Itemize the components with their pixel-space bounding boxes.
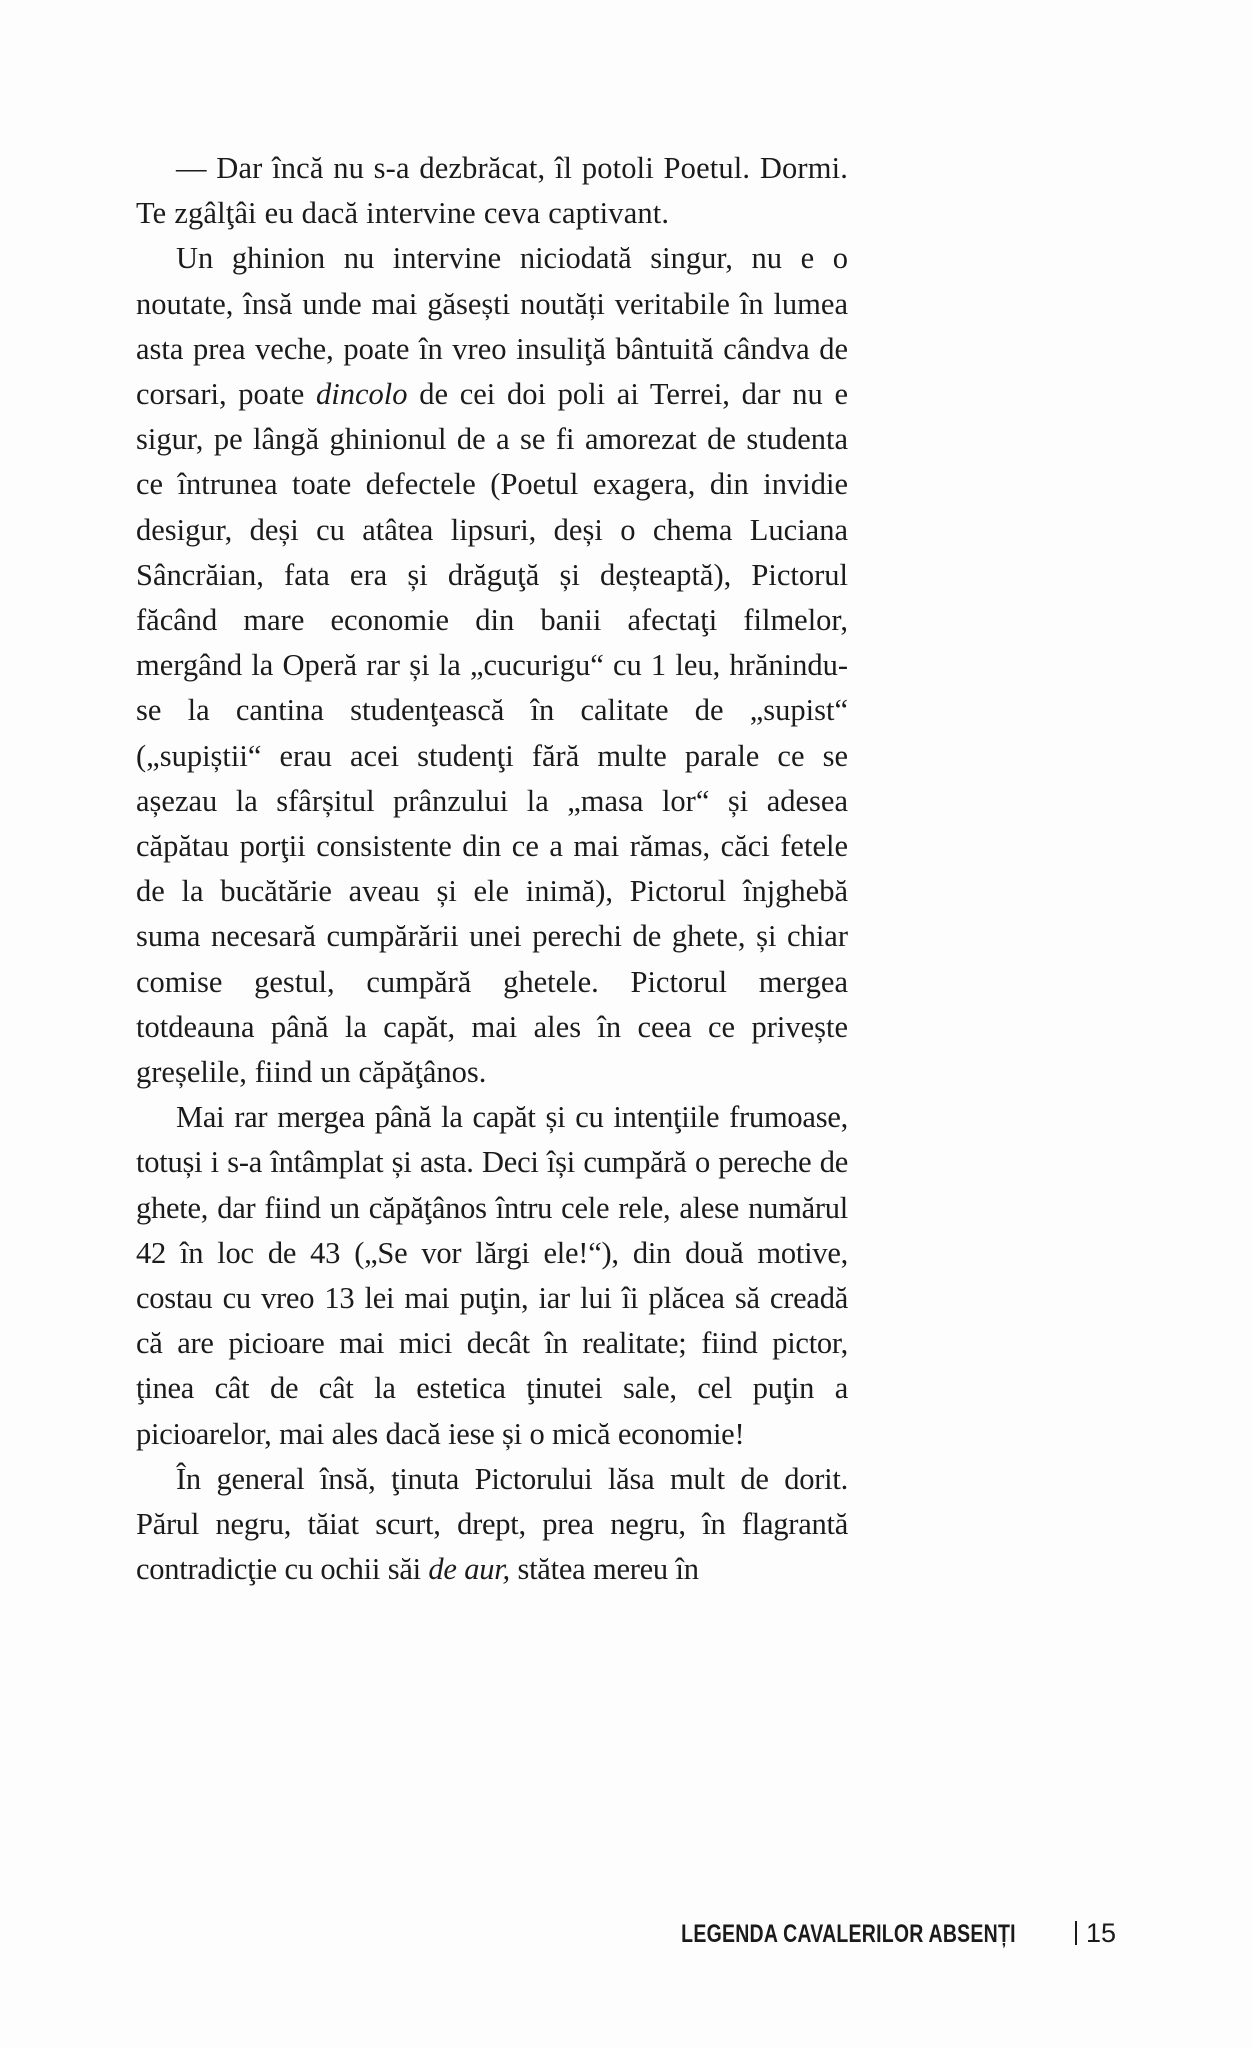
paragraph-text-lead: În general însă, ţinuta Pictorului lăsa mult de dorit. Părul negru, tăiat scurt, drept, prea negru, în flagrantă contradicţie cu ochii săi bbox=[136, 1461, 848, 1587]
paragraph-text-lead: Un ghinion nu intervine niciodată singur, nu e o noutate, însă unde mai găsești noutăți veritabile în lumea asta prea veche, poate în vreo insuliţă bântuită cândva de corsari, poate bbox=[136, 241, 848, 412]
paragraph-narrative-2 bbox=[136, 1095, 848, 1457]
paragraph-dialogue bbox=[136, 146, 848, 236]
footer-separator-rule bbox=[1075, 1921, 1077, 1945]
running-title: LEGENDA CAVALERILOR ABSENȚI bbox=[681, 1920, 1016, 1948]
paragraph-text: — Dar încă nu s-a dezbrăcat, îl potoli Poetul. Dormi. Te zgâlţâi eu dacă intervine ceva captivant. bbox=[136, 151, 848, 231]
emphasis-dincolo: dincolo bbox=[316, 377, 408, 412]
paragraph-text: Mai rar mergea până la capăt și cu intenţiile frumoase, totuși i s-a întâmplat și asta. Deci își cumpără o pereche de ghete, dar fiind un căpăţânos întru cele rele, alese numărul 42 în loc de 43 („Se vor lărgi ele!“), din două motive, costau cu vreo 13 lei mai puţin, iar lui îi plăcea să creadă că are picioare mai mici decât în realitate; fiind pictor, ţinea cât de cât la estetica ţinutei sale, cel puţin a picioarelor, mai ales dacă iese și o mică economie! bbox=[136, 1100, 848, 1451]
paragraph-text-mid: de cei doi poli ai Terrei, dar nu e sigur, pe lângă ghinionul de a se fi amorezat de studenta ce întrunea toate defectele (Poetul exagera, din invidie desigur, deși cu atâtea lipsuri, deși o chema Luciana Sâncrăian, fata era și drăguţă și deșteaptă), Pictorul făcând mare economie din banii afectaţi filmelor, mergând la Operă rar și la „cucurigu“ cu 1 leu, hrănindu-se la cantina studenţească în calitate de „supist“ („supiștii“ erau acei studenţi fără multe parale ce se așezau la sfârșitul prânzului la „masa lor“ și adesea căpătau porţii consistente din ce a mai rămas, căci fetele de la bucătărie aveau și ele inimă), Pictorul înjghebă suma necesară cumpărării unei perechi de ghete, și chiar comise gestul, cumpără ghetele. Pictorul mergea totdeauna până la capăt, mai ales în ceea ce privește greșelile, fiind un căpăţânos. bbox=[136, 377, 848, 1090]
page-text-column bbox=[136, 146, 848, 1593]
page-number: 15 bbox=[1085, 1918, 1116, 1948]
paragraph-narrative-1 bbox=[136, 236, 848, 1095]
paragraph-text-tail: stătea mereu în bbox=[509, 1552, 699, 1587]
paragraph-narrative-3 bbox=[136, 1457, 848, 1593]
page-footer bbox=[136, 1918, 1116, 1949]
emphasis-de-aur: de aur, bbox=[428, 1552, 510, 1587]
